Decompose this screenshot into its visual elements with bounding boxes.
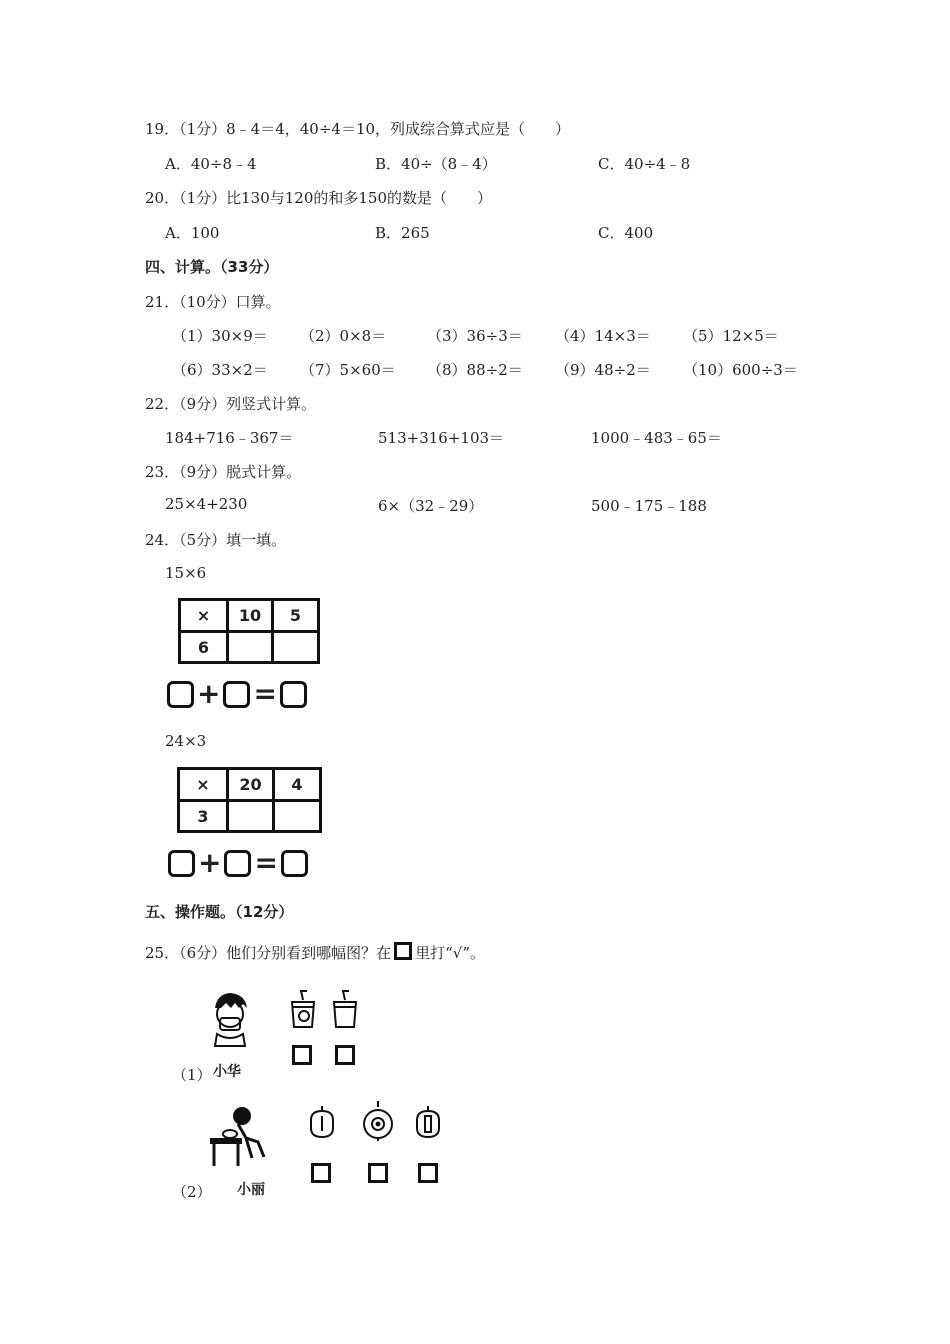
teapot-back-view-icon [412, 1104, 444, 1140]
q21-item-6: （6）33×2＝ [172, 361, 268, 379]
q21-item-1: （1）30×9＝ [172, 327, 268, 345]
q25-part-1-label: （1） [172, 1066, 212, 1084]
grid1-col-2: 5 [273, 600, 319, 632]
q22-item-2: 513+316+103＝ [378, 429, 505, 447]
q25-stem-before: 25．（6分）他们分别看到哪幅图？在 [145, 944, 392, 962]
answer-box[interactable] [168, 850, 195, 877]
grid1-answer-cell-1[interactable] [228, 632, 273, 663]
q21-item-3: （3）36÷3＝ [427, 327, 523, 345]
grid1-answer-cell-2[interactable] [273, 632, 319, 663]
q20-option-c[interactable]: C．400 [598, 224, 654, 242]
grid1-row-header: 6 [180, 632, 228, 663]
boy-drinking-icon [205, 990, 255, 1048]
equals-sign: = [253, 677, 277, 710]
plus-sign: + [197, 677, 221, 710]
q21-item-8: （8）88÷2＝ [427, 361, 523, 379]
grid2-col-1: 20 [228, 769, 274, 801]
answer-box[interactable] [167, 681, 194, 708]
grid2-col-2: 4 [274, 769, 321, 801]
q19-option-a[interactable]: A．40÷8﹣4 [165, 155, 257, 173]
question-24-stem: 24．（5分）填一填。 [145, 531, 287, 549]
grid2-answer-cell-1[interactable] [228, 801, 274, 832]
q19-option-c[interactable]: C．40÷4﹣8 [598, 155, 691, 173]
q22-item-3: 1000﹣483﹣65＝ [591, 429, 722, 447]
q19-option-b[interactable]: B．40÷（8﹣4） [375, 155, 497, 173]
q21-item-2: （2）0×8＝ [300, 327, 387, 345]
grid1-operator: × [180, 600, 228, 632]
question-25-stem [145, 942, 485, 963]
teapot-top-view-icon [361, 1100, 395, 1142]
checkbox[interactable] [292, 1045, 312, 1065]
q20-option-a[interactable]: A．100 [165, 224, 220, 242]
character-name-xiaoli: 小丽 [237, 1182, 265, 1198]
cup-with-straw-icon [330, 990, 360, 1030]
answer-box[interactable] [224, 850, 251, 877]
q22-item-1: 184+716﹣367＝ [165, 429, 294, 447]
grid2-operator: × [179, 769, 228, 801]
multiplication-grid-1 [178, 598, 320, 664]
plus-sign: + [198, 846, 222, 879]
q21-item-9: （9）48÷2＝ [555, 361, 651, 379]
q21-item-5: （5）12×5＝ [683, 327, 779, 345]
q24-expression-1: 15×6 [165, 564, 207, 582]
checkbox-sample-icon [394, 942, 412, 960]
answer-box[interactable] [280, 681, 307, 708]
q21-item-4: （4）14×3＝ [555, 327, 651, 345]
character-name-xiaohua: 小华 [213, 1064, 241, 1080]
q23-item-1: 25×4+230 [165, 495, 248, 513]
checkbox[interactable] [311, 1163, 331, 1183]
checkbox[interactable] [335, 1045, 355, 1065]
answer-box[interactable] [281, 850, 308, 877]
q24-expression-2: 24×3 [165, 732, 207, 750]
sum-equation-1 [167, 677, 307, 710]
checkbox[interactable] [418, 1163, 438, 1183]
q21-item-7: （7）5×60＝ [300, 361, 396, 379]
q23-item-2: 6×（32﹣29） [378, 497, 484, 515]
section-4-title: 四、计算。（33分） [145, 258, 279, 276]
section-5-title: 五、操作题。（12分） [145, 903, 294, 921]
question-20-stem: 20．（1分）比130与120的和多150的数是（ ） [145, 189, 493, 207]
multiplication-grid-2 [177, 767, 322, 833]
answer-box[interactable] [223, 681, 250, 708]
q20-option-b[interactable]: B．265 [375, 224, 430, 242]
teapot-side-view-icon [306, 1104, 338, 1140]
checkbox[interactable] [368, 1163, 388, 1183]
grid1-col-1: 10 [228, 600, 273, 632]
grid2-answer-cell-2[interactable] [274, 801, 321, 832]
cup-with-straw-icon [288, 990, 318, 1030]
question-19-stem: 19．（1分）8﹣4＝4，40÷4＝10，列成综合算式应是（ ） [145, 120, 571, 138]
q25-part-2-label: （2） [172, 1183, 212, 1201]
sum-equation-2 [168, 846, 308, 879]
question-21-stem: 21．（10分）口算。 [145, 293, 281, 311]
girl-at-table-icon [208, 1102, 278, 1172]
question-23-stem: 23．（9分）脱式计算。 [145, 463, 302, 481]
question-22-stem: 22．（9分）列竖式计算。 [145, 395, 317, 413]
equals-sign: = [254, 846, 278, 879]
q23-item-3: 500﹣175﹣188 [591, 497, 707, 515]
grid2-row-header: 3 [179, 801, 228, 832]
q21-item-10: （10）600÷3＝ [683, 361, 798, 379]
q25-stem-after: 里打“√”。 [415, 944, 486, 962]
